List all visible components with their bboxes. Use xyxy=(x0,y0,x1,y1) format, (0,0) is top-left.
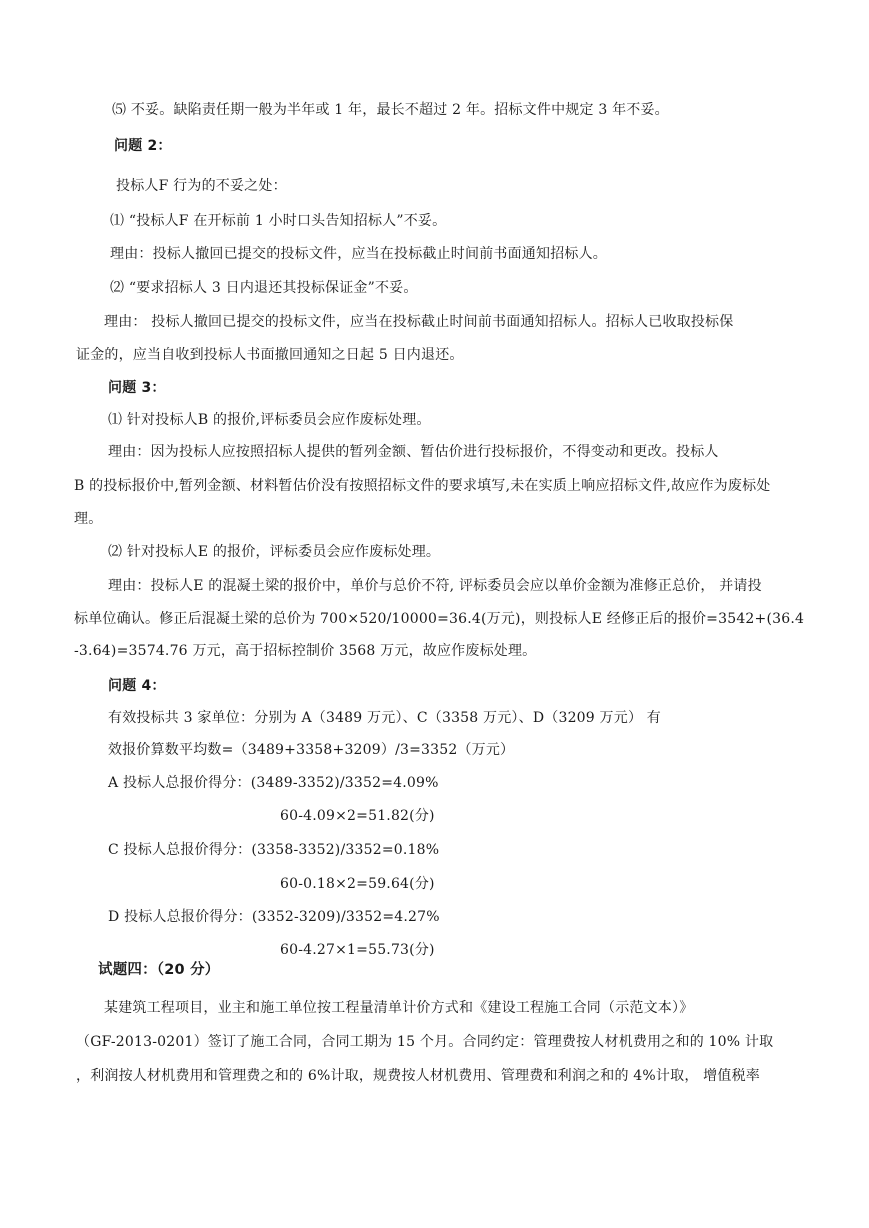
q3-reason-1-line-1: 理由：因为投标人应按照招标人提供的暂列金额、暂估价进行投标报价，不得变动和更改。投标人 xyxy=(108,444,719,460)
q3-item-1: ⑴ 针对投标人B 的报价,评标委员会应作废标处理。 xyxy=(108,412,431,428)
q4-a-score: 60-4.09×2=51.82(分) xyxy=(280,808,435,824)
q3-item-2: ⑵ 针对投标人E 的报价，评标委员会应作废标处理。 xyxy=(108,544,441,560)
q4-d-calc: D 投标人总报价得分：(3352-3209)/3352=4.27% xyxy=(108,909,440,925)
q2-reason-2-line-1: 理由： 投标人撤回已提交的投标文件，应当在投标截止时间前书面通知招标人。招标人已收取投标保 xyxy=(104,314,734,330)
q4-body-line-3: ，利润按人材机费用和管理费之和的 6%计取，规费按人材机费用、管理费和利润之和的 4%计取， 增值税率 xyxy=(76,1068,760,1084)
answer-5-text: ⑸ 不妥。缺陷责任期一般为半年或 1 年，最长不超过 2 年。招标文件中规定 3 年不妥。 xyxy=(112,102,669,118)
q2-reason-2-line-2: 证金的，应当自收到投标人书面撤回通知之日起 5 日内退还。 xyxy=(76,347,464,363)
q4-a-calc: A 投标人总报价得分：(3489-3352)/3352=4.09% xyxy=(108,775,439,791)
exam-question-4-heading: 试题四：（20 分） xyxy=(98,962,220,978)
q3-reason-2-line-3: -3.64)=3574.76 万元，高于招标控制价 3568 万元，故应作废标处理。 xyxy=(74,643,537,659)
q2-intro: 投标人F 行为的不妥之处： xyxy=(116,178,287,194)
q4-d-score: 60-4.27×1=55.73(分) xyxy=(280,942,435,958)
q2-item-1: ⑴ “投标人F 在开标前 1 小时口头告知招标人”不妥。 xyxy=(110,213,447,229)
q3-reason-2-line-2: 标单位确认。修正后混凝土梁的总价为 700×520/10000=36.4(万元)，则投标人E 经修正后的报价=3542+(36.4 xyxy=(74,611,805,627)
question-4-heading: 问题 4： xyxy=(108,678,166,694)
q2-item-2: ⑵ “要求招标人 3 日内退还其投标保证金”不妥。 xyxy=(110,280,418,296)
q3-reason-1-line-3: 理。 xyxy=(74,511,103,527)
q4-line-2: 效报价算数平均数=（3489+3358+3209）/3=3352（万元） xyxy=(108,742,515,758)
q4-body-line-2: （GF-2013-0201）签订了施工合同，合同工期为 15 个月。合同约定：管理费按人材机费用之和的 10% 计取 xyxy=(76,1034,774,1050)
q4-c-score: 60-0.18×2=59.64(分) xyxy=(280,876,435,892)
q3-reason-1-line-2: B 的投标报价中,暂列金额、材料暂估价没有按照招标文件的要求填写,未在实质上响应招标文件,故应作为废标处 xyxy=(74,478,771,494)
q3-reason-2-line-1: 理由：投标人E 的混凝土梁的报价中，单价与总价不符, 评标委员会应以单价金额为准修正总价， 并请投 xyxy=(108,578,762,594)
q4-line-1: 有效投标共 3 家单位：分别为 A（3489 万元）、C（3358 万元）、D（3209 万元） 有 xyxy=(108,710,661,726)
q2-reason-1: 理由：投标人撤回已提交的投标文件，应当在投标截止时间前书面通知招标人。 xyxy=(110,246,607,262)
q4-body-line-1: 某建筑工程项目，业主和施工单位按工程量清单计价方式和《建设工程施工合同（示范文本）》 xyxy=(104,1000,694,1016)
question-3-heading: 问题 3： xyxy=(108,380,166,396)
q4-c-calc: C 投标人总报价得分：(3358-3352)/3352=0.18% xyxy=(108,842,440,858)
question-2-heading: 问题 2： xyxy=(114,138,172,154)
